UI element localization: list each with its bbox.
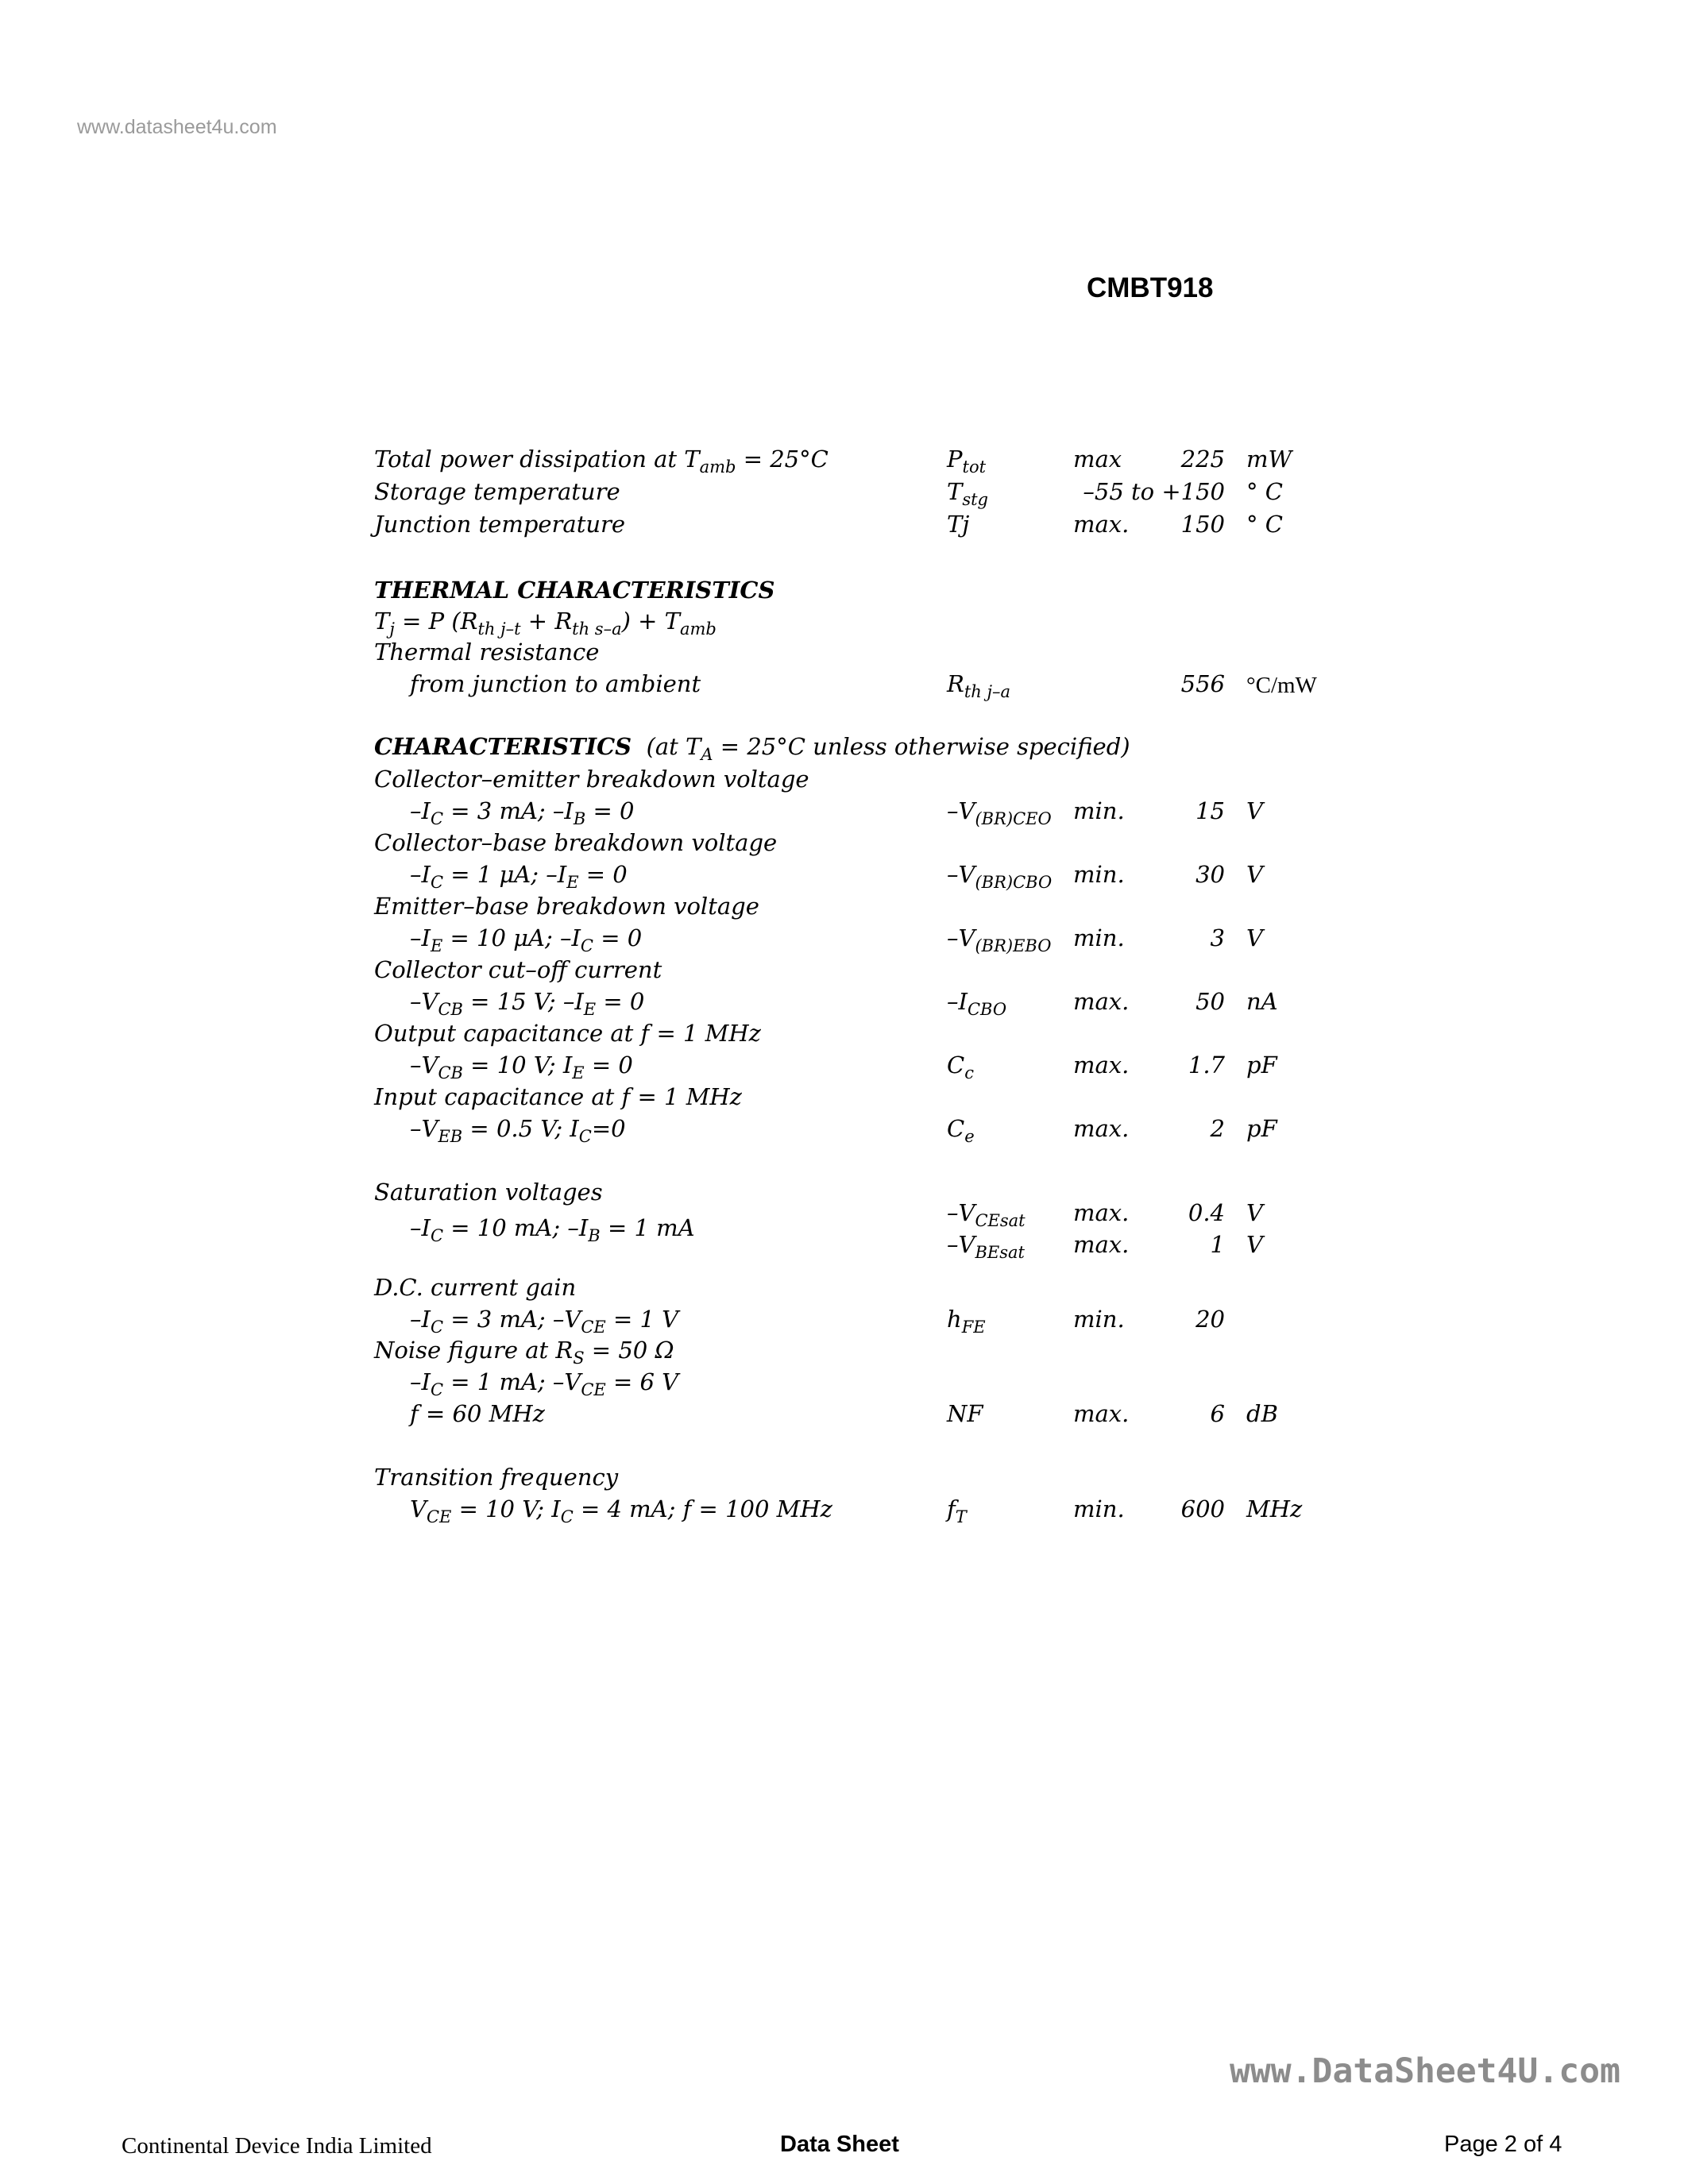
- saturation-ce-qualifier: max.: [1073, 1199, 1130, 1226]
- noise-figure-qualifier: max.: [1073, 1400, 1130, 1427]
- cb-breakdown-label: Collector–base breakdown voltage: [374, 829, 778, 856]
- eb-breakdown-condition: $-I_E = 10$ μA; $-I_C = 0$: [410, 924, 643, 955]
- rating-symbol-storage: $T_{stg}$: [947, 478, 989, 509]
- ce-breakdown-value: 15: [1196, 797, 1225, 824]
- saturation-label: Saturation voltages: [374, 1179, 603, 1206]
- rating-value-power: 225: [1180, 446, 1225, 473]
- cutoff-current-label: Collector cut–off current: [374, 956, 662, 983]
- saturation-ce-unit: V: [1246, 1199, 1263, 1226]
- footer-doc-type: Data Sheet: [780, 2132, 899, 2157]
- footer-page-number: Page 2 of 4: [1444, 2132, 1562, 2157]
- input-capacitance-symbol: $C_e$: [947, 1115, 975, 1146]
- saturation-condition: $-I_C = 10$ mA; $-I_B = 1$ mA: [410, 1214, 695, 1245]
- transition-frequency-unit: MHz: [1246, 1495, 1303, 1522]
- output-capacitance-value: 1.7: [1188, 1051, 1225, 1078]
- footer-company: Continental Device India Limited: [122, 2133, 432, 2159]
- ce-breakdown-symbol: $-V_{(BR)CEO}$: [947, 797, 1052, 828]
- cutoff-current-unit: nA: [1246, 988, 1278, 1015]
- saturation-ce-symbol: $-V_{CEsat}$: [947, 1199, 1026, 1230]
- dc-gain-qualifier: min.: [1073, 1306, 1125, 1333]
- part-number-title: CMBT918: [1087, 272, 1214, 303]
- rating-symbol-junction: Tj: [947, 511, 970, 538]
- dc-gain-value: 20: [1196, 1306, 1225, 1333]
- thermal-formula: $T_j = P$ $(R_{th j-t} + R_{th s-a}) + T_{amb}$: [374, 608, 717, 639]
- transition-frequency-label: Transition frequency: [374, 1464, 619, 1491]
- input-capacitance-qualifier: max.: [1073, 1115, 1130, 1142]
- noise-figure-condition: $-I_C = 1$ mA; $-V_{CE} = 6$ V: [410, 1368, 679, 1399]
- rating-param-storage: Storage temperature: [374, 478, 620, 505]
- footer-watermark[interactable]: www.DataSheet4U.com: [1230, 2051, 1620, 2091]
- eb-breakdown-qualifier: min.: [1073, 924, 1125, 951]
- output-capacitance-unit: pF: [1246, 1051, 1277, 1078]
- output-capacitance-condition: $-V_{CB} = 10$ V; $I_E = 0$: [410, 1051, 633, 1082]
- cb-breakdown-qualifier: min.: [1073, 861, 1125, 888]
- ce-breakdown-condition: $-I_C = 3$ mA; $-I_B = 0$: [410, 797, 635, 828]
- transition-frequency-symbol: $f_T$: [947, 1495, 967, 1526]
- characteristics-heading: CHARACTERISTICS (at $T_A = 25^\circ C$ unless otherwise specified): [374, 733, 1130, 764]
- rating-unit-power: mW: [1246, 446, 1292, 473]
- ce-breakdown-label: Collector–emitter breakdown voltage: [374, 766, 809, 793]
- dc-gain-symbol: $h_{FE}$: [947, 1306, 986, 1337]
- saturation-ce-value: 0.4: [1188, 1199, 1225, 1226]
- rating-symbol-power: $P_{tot}$: [947, 446, 987, 477]
- cb-breakdown-value: 30: [1196, 861, 1225, 888]
- thermal-heading: THERMAL CHARACTERISTICS: [374, 577, 775, 604]
- eb-breakdown-unit: V: [1246, 924, 1263, 951]
- thermal-unit: °C/mW: [1246, 673, 1317, 698]
- noise-figure-frequency: f = 60 MHz: [410, 1400, 545, 1427]
- saturation-be-qualifier: max.: [1073, 1231, 1130, 1258]
- input-capacitance-value: 2: [1210, 1115, 1225, 1142]
- dc-gain-label: D.C. current gain: [374, 1274, 577, 1301]
- eb-breakdown-symbol: $-V_{(BR)EBO}$: [947, 924, 1052, 955]
- dc-gain-condition: $-I_C = 3$ mA; $-V_{CE} = 1$ V: [410, 1306, 679, 1337]
- cb-breakdown-symbol: $-V_{(BR)CBO}$: [947, 861, 1053, 892]
- eb-breakdown-value: 3: [1210, 924, 1225, 951]
- thermal-symbol: $R_{th j-a}$: [947, 670, 1011, 701]
- rating-value-storage: –55 to +150: [1083, 478, 1225, 505]
- noise-figure-value: 6: [1210, 1400, 1225, 1427]
- rating-unit-storage: ° C: [1246, 478, 1283, 505]
- noise-figure-label: Noise figure at $R_S = 50$ Ω: [374, 1337, 674, 1368]
- saturation-be-unit: V: [1246, 1231, 1263, 1258]
- transition-frequency-value: 600: [1180, 1495, 1225, 1522]
- output-capacitance-qualifier: max.: [1073, 1051, 1130, 1078]
- cutoff-current-condition: $-V_{CB} = 15$ V; $-I_E = 0$: [410, 988, 645, 1019]
- thermal-condition: from junction to ambient: [410, 670, 701, 697]
- rating-qualifier-junction: max.: [1073, 511, 1130, 538]
- noise-figure-unit: dB: [1246, 1400, 1278, 1427]
- rating-unit-junction: ° C: [1246, 511, 1283, 538]
- saturation-be-value: 1: [1210, 1231, 1225, 1258]
- ce-breakdown-qualifier: min.: [1073, 797, 1125, 824]
- input-capacitance-label: Input capacitance at f = 1 MHz: [374, 1083, 742, 1110]
- output-capacitance-label: Output capacitance at f = 1 MHz: [374, 1020, 761, 1047]
- ce-breakdown-unit: V: [1246, 797, 1263, 824]
- rating-qualifier-power: max: [1073, 446, 1122, 473]
- rating-param-power: Total power dissipation at $T_{amb} = 25^\circ C$: [374, 446, 829, 477]
- thermal-value: 556: [1180, 670, 1225, 697]
- eb-breakdown-label: Emitter–base breakdown voltage: [374, 893, 759, 920]
- transition-frequency-condition: $V_{CE} = 10$ V; $I_C = 4$ mA; f = 100 MHz: [410, 1495, 832, 1526]
- thermal-resistance-label: Thermal resistance: [374, 639, 600, 666]
- cutoff-current-symbol: $-I_{CBO}$: [947, 988, 1007, 1019]
- output-capacitance-symbol: $C_c$: [947, 1051, 974, 1082]
- noise-figure-symbol: NF: [947, 1400, 983, 1427]
- rating-value-junction: 150: [1180, 511, 1225, 538]
- cutoff-current-qualifier: max.: [1073, 988, 1130, 1015]
- input-capacitance-unit: pF: [1246, 1115, 1277, 1142]
- input-capacitance-condition: $-V_{EB} = 0.5$ V; $I_C=0$: [410, 1115, 626, 1146]
- cutoff-current-value: 50: [1196, 988, 1225, 1015]
- saturation-be-symbol: $-V_{BEsat}$: [947, 1231, 1025, 1262]
- cb-breakdown-condition: $-I_C = 1$ μA; $-I_E = 0$: [410, 861, 628, 892]
- cb-breakdown-unit: V: [1246, 861, 1263, 888]
- rating-param-junction: Junction temperature: [374, 511, 626, 538]
- transition-frequency-qualifier: min.: [1073, 1495, 1125, 1522]
- watermark-url[interactable]: www.datasheet4u.com: [77, 116, 277, 138]
